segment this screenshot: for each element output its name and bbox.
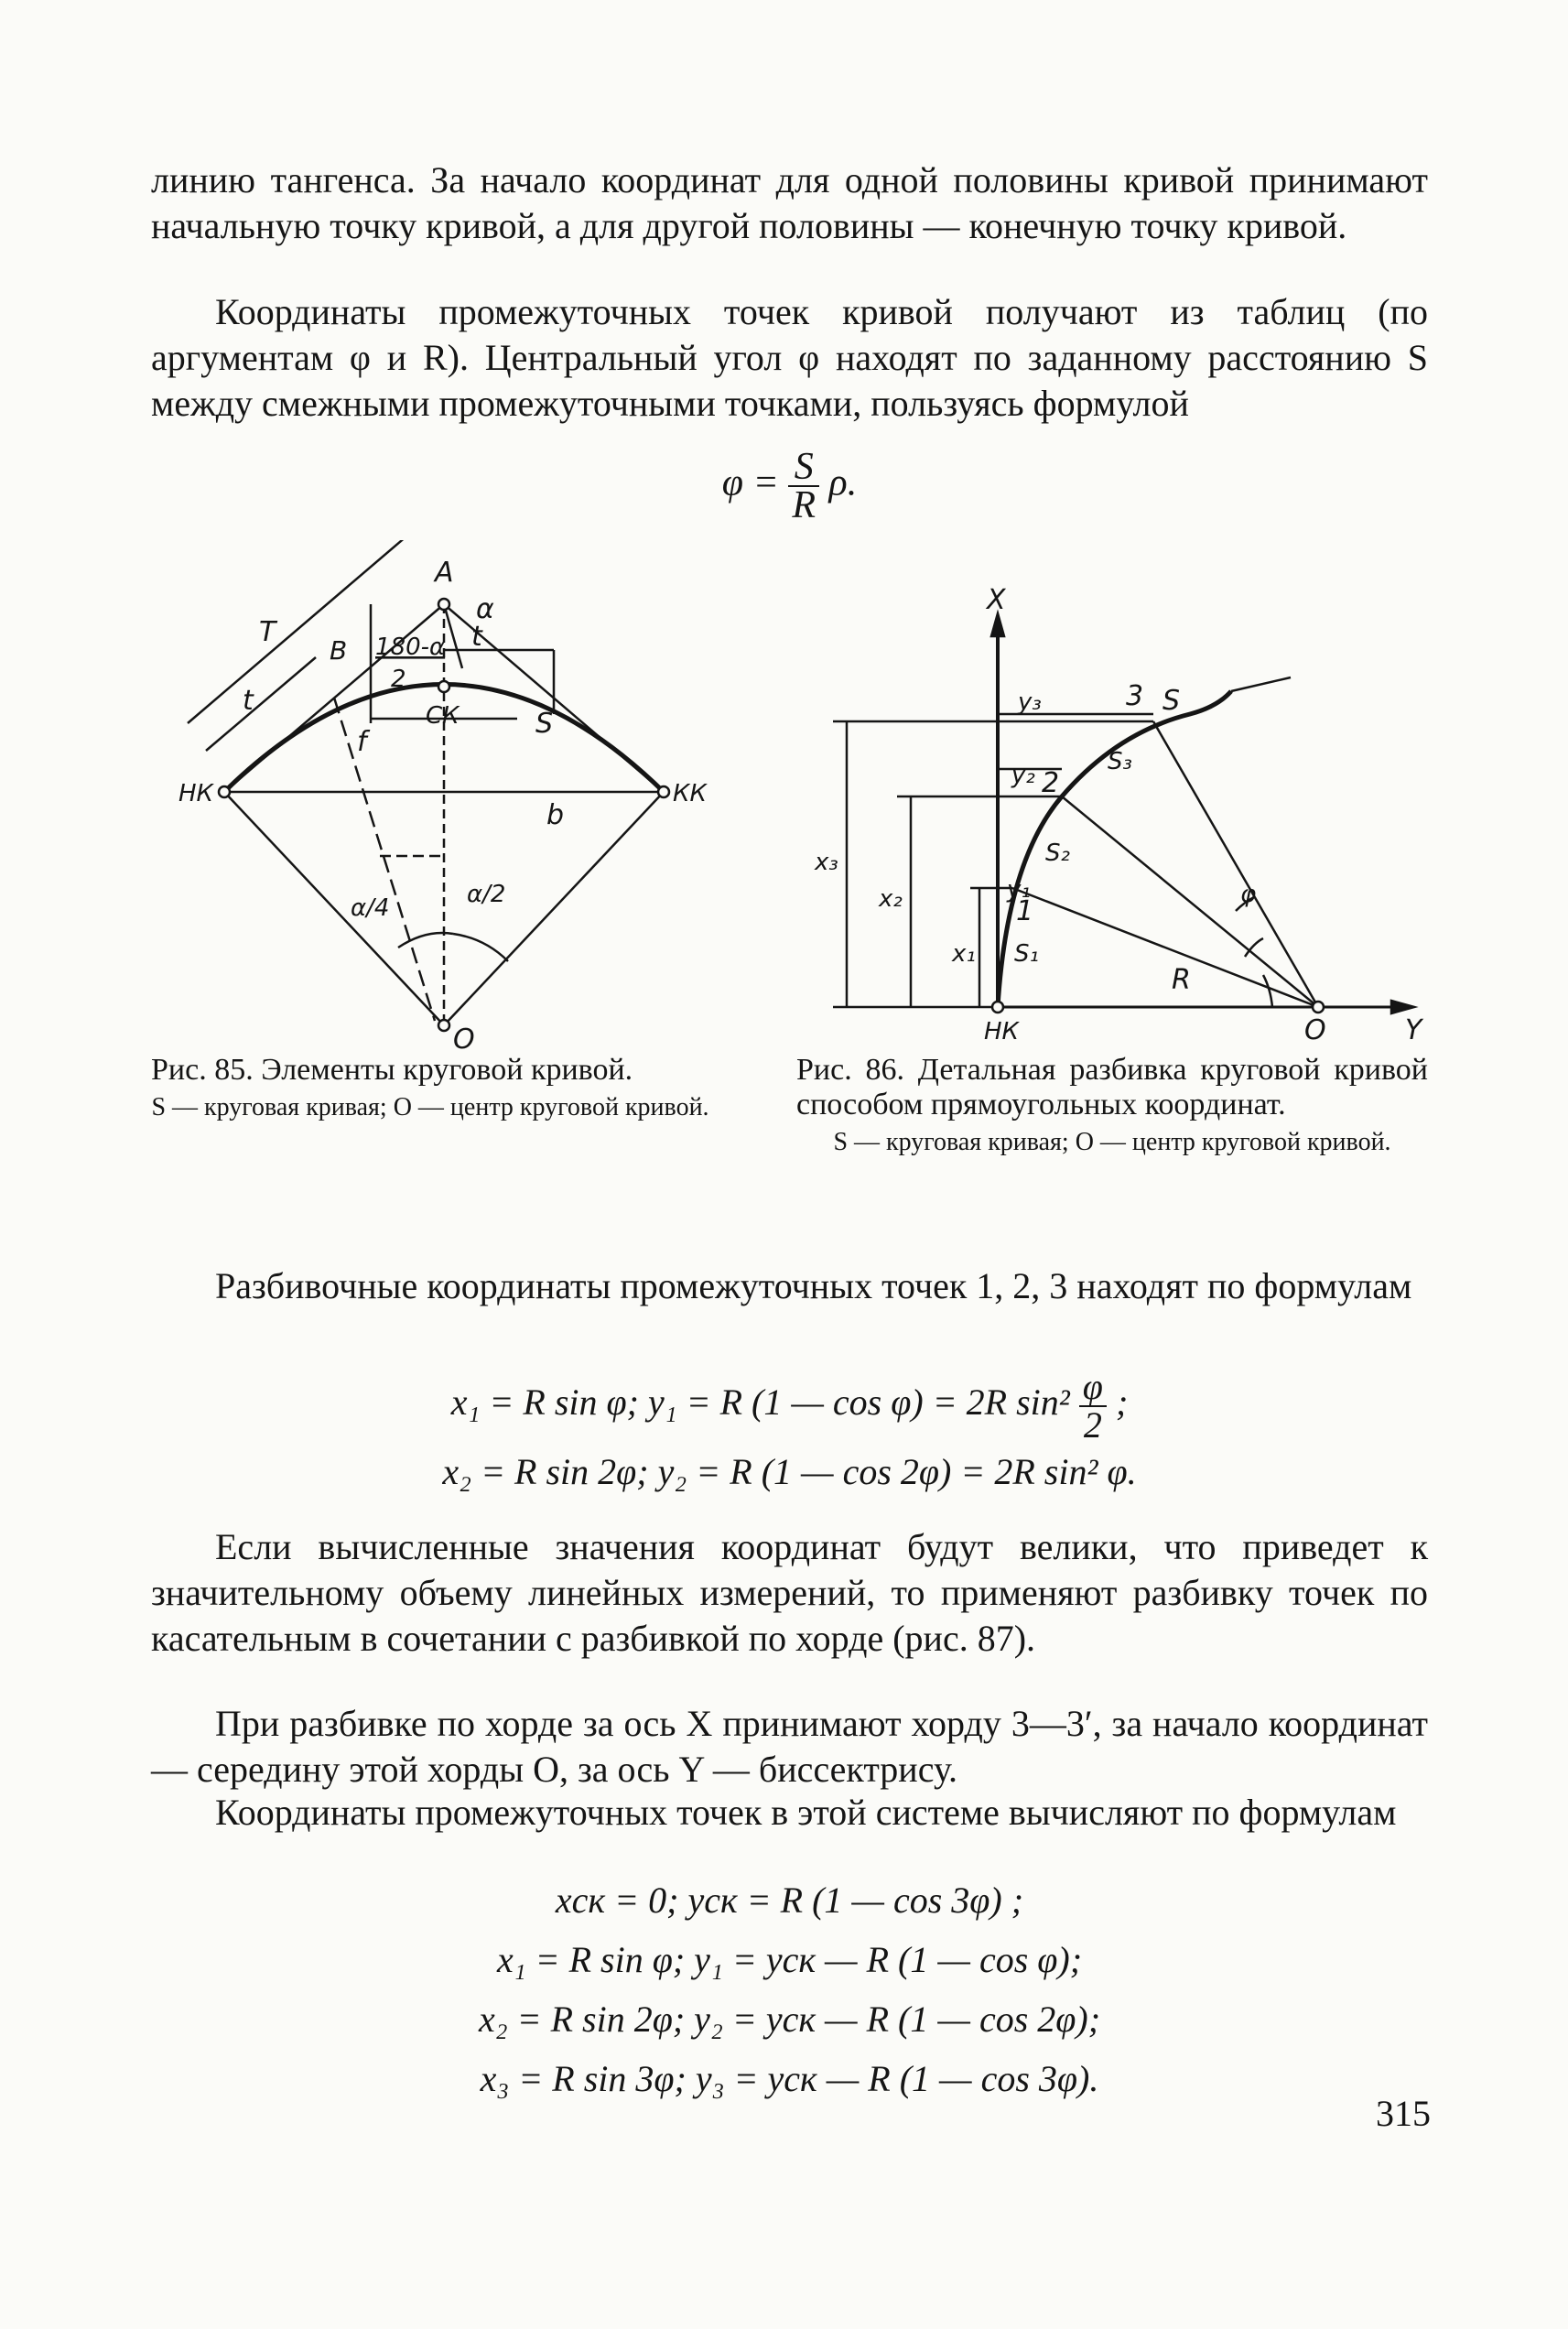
formula-1-numerator: φ [1079, 1369, 1107, 1407]
fig86-label-S: S [1162, 685, 1181, 717]
fig85-label-A: A [435, 557, 454, 589]
fig85-label-t-right: t [471, 621, 482, 653]
fig86-label-p3: 3 [1126, 680, 1144, 712]
fig85-point-HK [219, 786, 230, 797]
fig85-point-O [438, 1020, 449, 1031]
fig86-point-O [1313, 1002, 1324, 1013]
fig85-label-f: f [357, 726, 367, 758]
figure-85-caption [151, 1053, 709, 1122]
fig85-label-B: B [330, 635, 348, 666]
formula-g1: xск = 0; yск = R (1 — cos 3φ) ; [555, 1879, 1024, 1921]
fig86-label-S2: S₂ [1045, 840, 1070, 867]
formula-phi [151, 446, 1428, 526]
page-number: 315 [1376, 2093, 1431, 2134]
fig86-label-phi: φ [1240, 881, 1257, 908]
formula-g2: x₁ = R sin φ; y₁ = yск — R (1 — cos φ); [496, 1939, 1083, 1980]
fig86-curve-extension [1231, 677, 1291, 691]
fig85-label-HK: НК [178, 780, 214, 807]
fig86-label-X: X [987, 586, 1006, 616]
fig85-t-dim [206, 657, 316, 751]
fig86-label-y1: y₁ [1007, 876, 1031, 904]
figure-86-caption-note: S — круговая кривая; O — центр круговой кривой. [833, 1128, 1391, 1156]
fig86-radius-1 [1012, 888, 1318, 1007]
fig86-phi-arc-1 [1263, 975, 1272, 1007]
fig85-angle-arc-2 [453, 934, 508, 961]
formula-1-end: ; [1115, 1381, 1129, 1424]
fig86-x-arrow [991, 613, 1004, 636]
fig86-label-S3: S₃ [1108, 748, 1132, 775]
fig85-label-t-left: t [243, 685, 254, 717]
figure-85 [151, 540, 737, 1053]
fig86-label-p2: 2 [1042, 767, 1060, 799]
figure-85-caption-note: S — круговая кривая; O — центр круговой кривой. [151, 1093, 709, 1121]
paragraph-3: Разбивочные координаты промежуточных точек 1, 2, 3 находят по формулам [215, 1265, 1412, 1306]
formula-1-denominator: 2 [1083, 1404, 1102, 1446]
paragraph-1: линию тангенса. За начало координат для одной половины кривой принимают начальную точку кривой, а для другой половины — конечную точку кривой. [151, 159, 1428, 246]
fig86-label-R: R [1172, 964, 1191, 996]
fig86-label-y3: y₃ [1018, 688, 1042, 716]
figure-86-caption-title: Рис. 86. Детальная разбивка круговой кривой способом прямоугольных координат. [796, 1053, 1428, 1121]
fig85-quarter-line [334, 698, 435, 1021]
fig85-radius-left [224, 792, 444, 1025]
formula-phi-denominator: R [792, 484, 816, 526]
fig85-label-S: S [535, 708, 554, 740]
fig86-label-x2: x₂ [879, 885, 903, 913]
fig85-label-angle-den: 2 [391, 666, 406, 693]
fig86-label-x1: x₁ [952, 940, 976, 968]
fig86-label-x3: x₃ [815, 849, 838, 876]
figure-86 [806, 586, 1428, 1053]
fig85-label-angle-top: 180-α [375, 634, 446, 661]
formula-1-fraction [1079, 1366, 1107, 1446]
fig86-label-O: O [1304, 1014, 1326, 1046]
formula-g4: x₃ = R sin 3φ; y₃ = yск — R (1 — cos 3φ). [480, 2058, 1099, 2099]
fig86-y-arrow [1391, 1001, 1414, 1013]
fig86-label-y2: y₂ [1011, 762, 1035, 789]
formula-phi-fraction [788, 446, 819, 526]
fig85-point-KK [658, 786, 669, 797]
formula-g3: x₂ = R sin 2φ; y₂ = yск — R (1 — cos 2φ); [478, 1999, 1101, 2040]
formula-phi-rhs: ρ. [828, 461, 858, 504]
paragraph-6: Координаты промежуточных точек в этой системе вычисляют по формулам [215, 1792, 1397, 1833]
fig86-label-p1: 1 [1016, 895, 1034, 927]
fig86-label-S1: S₁ [1014, 940, 1039, 968]
formula-2: x₂ = R sin 2φ; y₂ = R (1 — cos 2φ) = 2R sin² φ. [442, 1451, 1137, 1492]
figure-86-caption [796, 1053, 1428, 1157]
figure-86-diagram [806, 586, 1428, 1053]
fig86-label-HK: НК [984, 1018, 1020, 1045]
fig85-ext [444, 604, 462, 668]
fig85-label-T: T [259, 616, 276, 648]
figure-85-caption-title: Рис. 85. Элементы круговой кривой. [151, 1053, 633, 1087]
fig85-label-CK: СК [426, 702, 460, 730]
paragraph-5: При разбивке по хорде за ось X принимают хорду 3—3′, за начало координат — середину этой хорды O, за ось Y — биссектрису. [151, 1703, 1428, 1790]
paragraph-4: Если вычисленные значения координат будут велики, что приведет к значительному объему линейных измерений, то применяют разбивку точек по касательным в сочетании с разбивкой по хорде (рис. 87). [151, 1526, 1428, 1659]
fig85-label-alpha4: α/4 [351, 894, 390, 922]
formula-phi-lhs: φ = [721, 461, 779, 504]
fig85-point-A [438, 599, 449, 610]
fig85-label-b: b [546, 799, 565, 831]
fig85-label-alpha2: α/2 [467, 881, 506, 908]
fig86-point-HK [992, 1002, 1003, 1013]
fig85-label-alpha: α [476, 593, 494, 625]
fig85-label-O: O [453, 1024, 475, 1053]
formula-phi-numerator: S [788, 449, 819, 487]
fig86-label-Y: Y [1405, 1014, 1422, 1046]
paragraph-2: Координаты промежуточных точек кривой получают из таблиц (по аргументам φ и R). Центральный угол φ находят по заданному расстоянию S между смежными промежуточными точками, пользуясь формулой [151, 291, 1428, 424]
figure-85-diagram [151, 540, 737, 1053]
formula-1-part1: x₁ = R sin φ; y₁ = R (1 — cos φ) = 2R sin² [450, 1381, 1070, 1424]
fig85-point-CK [438, 681, 449, 692]
fig85-label-KK: КК [673, 780, 707, 807]
formula-1 [151, 1366, 1428, 1446]
